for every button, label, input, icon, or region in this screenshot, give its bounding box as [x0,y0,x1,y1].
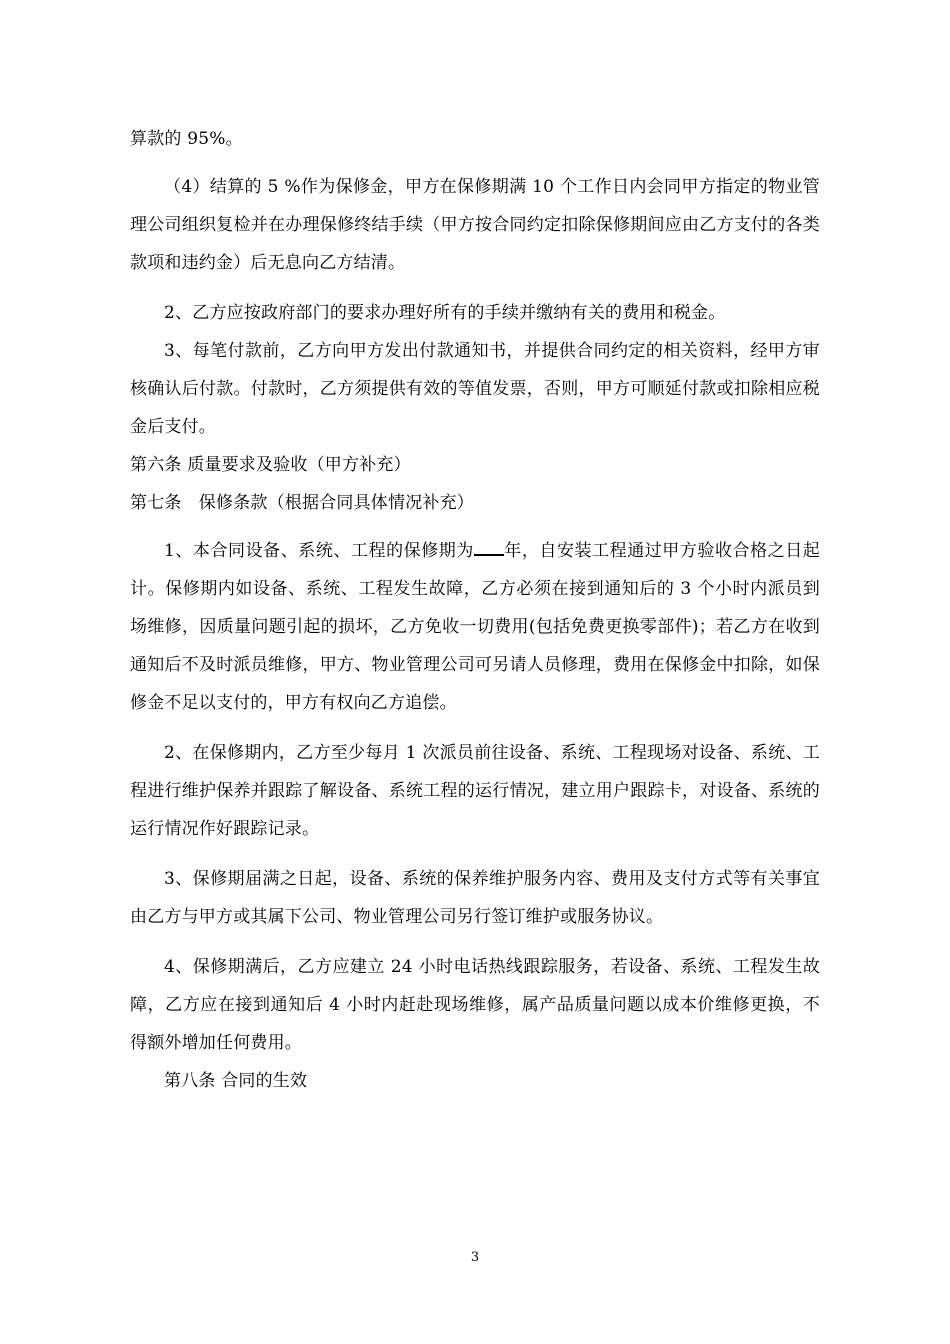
document-body [130,120,820,1100]
page-number: 3 [470,1250,480,1265]
article-8-heading: 第八条 合同的生效 [164,1071,308,1091]
paragraph-taxes: 2、乙方应按政府部门的要求办理好所有的手续并缴纳有关的费用和税金。 [164,303,726,323]
warranty-years-blank [474,536,504,556]
paragraph-payment-continued: 算款的 95%。 [130,129,243,149]
warranty-period-text-before: 1、本合同设备、系统、工程的保修期为 [164,541,474,561]
paragraph-monthly-maintenance: 2、在保修期内，乙方至少每月 1 次派员前往设备、系统、工程现场对设备、系统、工程进行维护保养并跟踪了解设备、系统工程的运行情况，建立用户跟踪卡，对设备、系统的运行情况作好跟踪记录。 [130,743,820,839]
article-6-heading: 第六条 质量要求及验收（甲方补充） [130,455,411,475]
paragraph-post-warranty-agreement: 3、保修期届满之日起，设备、系统的保养维护服务内容、费用及支付方式等有关事宜由乙方与甲方或其属下公司、物业管理公司另行签订维护或服务协议。 [130,869,820,927]
paragraph-warranty-deposit: （4）结算的 5 %作为保修金，甲方在保修期满 10 个工作日内会同甲方指定的物业管理公司组织复检并在办理保修终结手续（甲方按合同约定扣除保修期间应由乙方支付的各类款项和违约金）后无息向乙方结清。 [130,177,820,273]
paragraph-hotline-service: 4、保修期满后，乙方应建立 24 小时电话热线跟踪服务，若设备、系统、工程发生故障，乙方应在接到通知后 4 小时内赶赴现场维修，属产品质量问题以成本价维修更换，不得额外增加任何费用。 [130,957,820,1053]
warranty-period-text-after: 年，自安装工程通过甲方验收合格之日起计。保修期内如设备、系统、工程发生故障，乙方必须在接到通知后的 3 个小时内派员到场维修，因质量问题引起的损坏，乙方免收一切费用(包括免费更换零部件)；若乙方在收到通知后不及时派员维修，甲方、物业管理公司可另请人员修理，费用在保修金中扣除，如保修金不足以支付的，甲方有权向乙方追偿。 [130,541,820,713]
paragraph-payment-notice: 3、每笔付款前，乙方向甲方发出付款通知书，并提供合同约定的相关资料，经甲方审核确认后付款。付款时，乙方须提供有效的等值发票，否则，甲方可顺延付款或扣除相应税金后支付。 [130,341,820,437]
article-7-heading: 第七条 保修条款（根据合同具体情况补充） [130,493,474,513]
paragraph-warranty-period [130,532,820,722]
